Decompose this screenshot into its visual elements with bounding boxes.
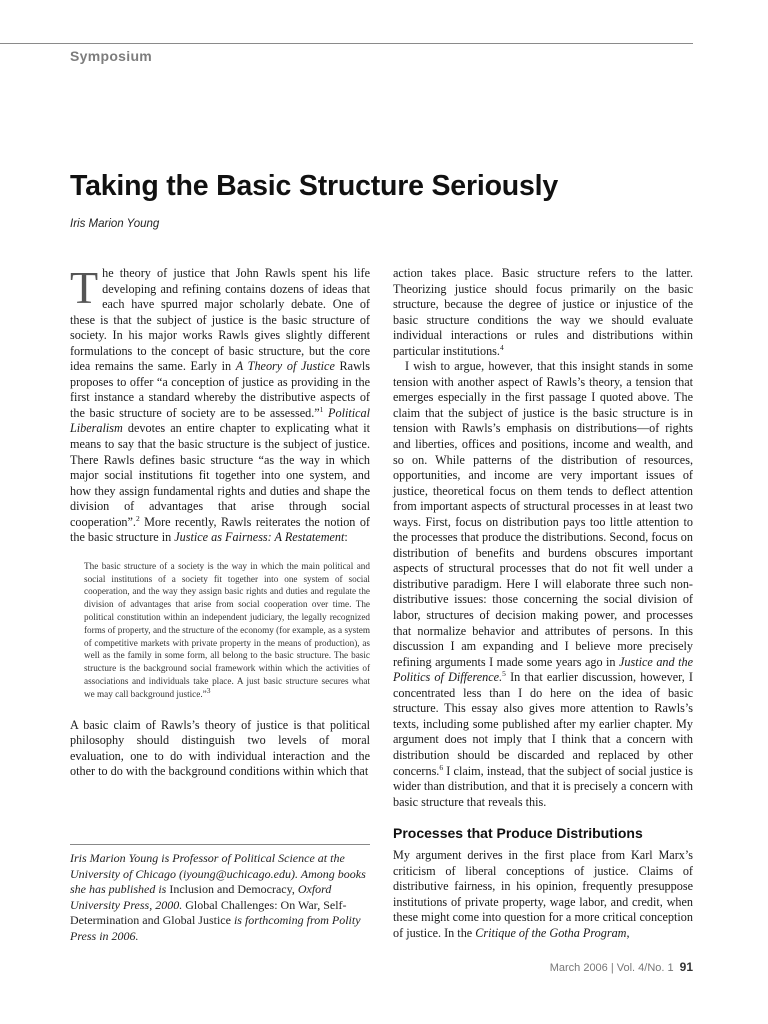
footnote-ref: 1 [319, 404, 324, 414]
paragraph: I wish to argue, however, that this insight stands in some tension with another aspect of Rawls’s theory, a tension that emerges especially in the first passage I quoted above. The claim that the subject of justice is the basic structure is in tension with Rawls’s emphasis on distributions—of rights and liberties, offices and positions, income and wealth, and so on. While patterns of the distribution of resources, opportunities, and income are very important issues of justice, theoretical focus on them tends to deflect attention from important aspects of structural processes in at least two ways. First, focus on distribution pays too little attention to the processes that produce the distributions. Second, focus on distribution of benefits and burdens obscures important aspects of structural processes that do not fit well under a distributive paradigm. Here I will elaborate three such non-distributive issues: those concerning the social division of labor, structures of decision making power, and processes that normalize behavior and attributes of persons. In this discussion I am expanding and I believe more precisely refining arguments I made some years ago in Justice and the Politics of Difference.$^5$ In that earlier discussion, however, I concentrated less than I do here on the idea of basic structure. This essay also gives more attention to Rawls’s texts, including some published after my earlier chapter. My argument does not imply that I think that a concern with distribution should be discarded and replaced by other concerns.$^6$ I claim, instead, that the subject of social justice is wider than distribution, and that it is precisely a concern with basic structure that reveals this. [393, 359, 693, 809]
page-footer [550, 960, 693, 974]
header-rule [0, 43, 693, 44]
citation: Critique of the Gotha Program, [475, 925, 630, 940]
paragraph: action takes place. Basic structure refers to the latter. Theorizing justice should focus primarily on the basic structure, because the degree of justice or injustice of the basic structure conditions the way we should evaluate individual interactions or rules and distributions within particular institutions.$^4$ [393, 266, 693, 358]
right-column [393, 266, 693, 941]
paragraph: The theory of justice that John Rawls spent his life developing and refining contains dozens of ideas that each have spurred major scholarly debate. One of these is that the subject of justice is the basic structure of society. In his major works Rawls gives slightly different formulations to the concept of basic structure, but the core idea remains the same. Early in A Theory of Justice Rawls proposes to offer “a conception of justice as providing in the first instance a standard whereby the distributive aspects of the basic structure of society are to be assessed.”$^1$ Political Liberalism devotes an entire chapter to explicating what it means to say that the basic structure is the subject of justice. There Rawls defines basic structure “as the way in which major social institutions fit together into one system, and how they assign fundamental rights and duties and shape the division of advantages that arise through social cooperation”.$^2$ More recently, Rawls reiterates the notion of the basic structure in Justice as Fairness: A Restatement: [70, 262, 371, 545]
article-author: Iris Marion Young [70, 218, 160, 230]
section-label: Symposium [70, 48, 153, 64]
section-heading: Processes that Produce Distributions [393, 825, 643, 842]
drop-cap: T [70, 262, 99, 313]
footnote-ref: 4 [499, 342, 504, 352]
footnote-ref: 3 [206, 685, 211, 695]
block-quote: The basic structure of a society is the way in which the main political and social institutions of a society fit together into one system of social cooperation, and the way they assign basic rights and duties and regulate the division of advantages that arise from social cooperation over time. The political constitution within an independent judiciary, the legally recognized forms of property, and the structure of the economy (for example, as a system of competitive markets with private property in the means of production), as well as the family in some form, all belong to the basic structure. The basic structure is the background social framework within which the activities of associations and individuals take place. A just basic structure secures what we may call background justice.”$^3$ [84, 560, 370, 699]
bio-rule [70, 844, 370, 845]
citation: Justice as Fairness: A Restatement [174, 530, 345, 545]
citation: Political Liberalism [70, 405, 371, 436]
article-title: Taking the Basic Structure Seriously [70, 170, 559, 202]
footnote-ref: 6 [439, 762, 444, 772]
citation: Justice and the Politics of Difference. [393, 654, 693, 685]
footnote-ref: 2 [135, 513, 140, 523]
paragraph: A basic claim of Rawls’s theory of justice is that political philosophy should distinguish two levels of moral evaluation, one to do with individual interaction and the other to do with the background conditions within which that [70, 717, 370, 779]
left-column [70, 262, 371, 780]
citation: A Theory of Justice [235, 359, 335, 374]
issue-info: March 2006 | Vol. 4/No. 1 [549, 962, 674, 974]
author-bio: Iris Marion Young is Professor of Political Science at the University of Chicago (iyoung@uchicago.edu). Among books she has published is Inclusion and Democracy, Oxford University Press, 2000. Global Challenges: On War, Self-Determination and Global Justice is forthcoming from Polity Press in 2006. [70, 851, 366, 943]
page-number: 91 [679, 960, 693, 974]
paragraph: My argument derives in the first place from Karl Marx’s criticism of liberal conceptions of justice. Claims of distributive fairness, in his opinion, frequently presuppose institutions of private property, wage labor, and credit, when these might come into question for a more critical conception of justice. In the Critique of the Gotha Program, [393, 848, 693, 940]
footnote-ref: 5 [502, 669, 506, 679]
